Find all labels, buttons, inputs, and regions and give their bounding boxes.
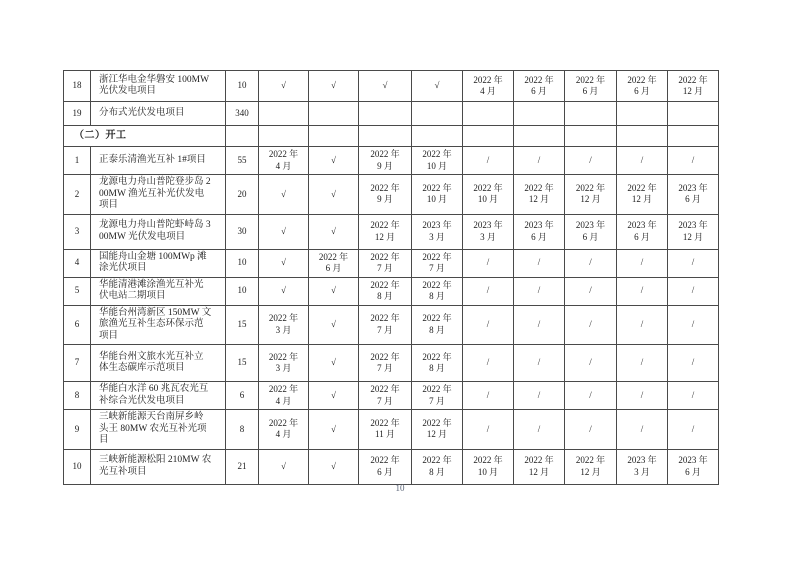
date-cell: 2022 年 12 月 [412, 410, 463, 450]
project-name-cell: 华能清港滩涂渔光互补光伏电站二期项目 [91, 277, 226, 305]
date-cell: 2022 年 12 月 [565, 449, 617, 484]
na-cell: / [463, 277, 514, 305]
date-cell: 2023 年 6 月 [514, 214, 565, 249]
date-cell: 2022 年 11 月 [359, 410, 412, 450]
date-cell: 2022 年 12 月 [359, 214, 412, 249]
na-cell: / [617, 410, 668, 450]
table-row [64, 345, 719, 382]
date-cell: 2023 年 3 月 [412, 214, 463, 249]
na-cell: / [668, 345, 719, 382]
na-cell: / [565, 410, 617, 450]
project-name-cell: 华能白水洋 60 兆瓦农光互补综合光伏发电项目 [91, 382, 226, 410]
section-row [64, 126, 719, 147]
project-name-cell: 浙江华电金华磐安 100MW 光伏发电项目 [91, 71, 226, 102]
capacity-cell: 340 [226, 102, 259, 126]
na-cell: / [514, 305, 565, 345]
date-cell: 2022 年 4 月 [259, 147, 309, 175]
capacity-cell: 8 [226, 410, 259, 450]
na-cell: / [463, 382, 514, 410]
check-cell: √ [309, 410, 359, 450]
date-cell: 2023 年 12 月 [668, 214, 719, 249]
na-cell: / [514, 410, 565, 450]
date-cell: 2023 年 3 月 [463, 214, 514, 249]
project-name-cell: 龙源电力舟山普陀虾峙岛 300MW 光伏发电项目 [91, 214, 226, 249]
row-number-cell: 19 [64, 102, 91, 126]
row-number-cell: 5 [64, 277, 91, 305]
na-cell: / [617, 305, 668, 345]
capacity-cell: 15 [226, 305, 259, 345]
page-number: 10 [395, 483, 405, 493]
check-cell: √ [309, 382, 359, 410]
date-cell: 2023 年 6 月 [668, 175, 719, 215]
na-cell: / [514, 249, 565, 277]
table-row [64, 277, 719, 305]
na-cell: / [617, 249, 668, 277]
project-name-cell: 正泰乐清渔光互补 1#项目 [91, 147, 226, 175]
na-cell: / [617, 382, 668, 410]
table-row [64, 449, 719, 484]
project-table [63, 70, 719, 485]
na-cell: / [565, 305, 617, 345]
empty-cell [668, 102, 719, 126]
date-cell: 2022 年 3 月 [259, 345, 309, 382]
date-cell: 2023 年 6 月 [565, 214, 617, 249]
date-cell: 2022 年 8 月 [412, 345, 463, 382]
row-number-cell: 1 [64, 147, 91, 175]
empty-cell [259, 102, 309, 126]
project-name-cell: 三峡新能源松阳 210MW 农光互补项目 [91, 449, 226, 484]
empty-cell [412, 126, 463, 147]
check-cell: √ [309, 214, 359, 249]
date-cell: 2022 年 12 月 [668, 71, 719, 102]
date-cell: 2022 年 7 月 [412, 249, 463, 277]
empty-cell [226, 126, 259, 147]
empty-cell [259, 126, 309, 147]
check-cell: √ [309, 345, 359, 382]
na-cell: / [463, 410, 514, 450]
table-row [64, 410, 719, 450]
date-cell: 2023 年 6 月 [617, 214, 668, 249]
na-cell: / [565, 382, 617, 410]
capacity-cell: 55 [226, 147, 259, 175]
na-cell: / [514, 382, 565, 410]
capacity-cell: 6 [226, 382, 259, 410]
empty-cell [668, 126, 719, 147]
na-cell: / [565, 277, 617, 305]
date-cell: 2022 年 7 月 [359, 345, 412, 382]
date-cell: 2022 年 7 月 [359, 249, 412, 277]
date-cell: 2022 年 9 月 [359, 147, 412, 175]
project-name-cell: 华能台州湾新区 150MW 文旅渔光互补生态环保示范项目 [91, 305, 226, 345]
na-cell: / [565, 345, 617, 382]
empty-cell [617, 126, 668, 147]
check-cell: √ [309, 71, 359, 102]
capacity-cell: 10 [226, 277, 259, 305]
na-cell: / [565, 147, 617, 175]
row-number-cell: 3 [64, 214, 91, 249]
date-cell: 2022 年 10 月 [412, 147, 463, 175]
date-cell: 2022 年 10 月 [463, 449, 514, 484]
capacity-cell: 10 [226, 249, 259, 277]
empty-cell [565, 102, 617, 126]
date-cell: 2022 年 4 月 [259, 382, 309, 410]
check-cell: √ [309, 305, 359, 345]
na-cell: / [668, 410, 719, 450]
project-name-cell: 华能台州文旅水光互补立体生态碳库示范项目 [91, 345, 226, 382]
date-cell: 2022 年 8 月 [412, 277, 463, 305]
capacity-cell: 15 [226, 345, 259, 382]
na-cell: / [668, 249, 719, 277]
na-cell: / [514, 345, 565, 382]
date-cell: 2022 年 6 月 [617, 71, 668, 102]
empty-cell [565, 126, 617, 147]
row-number-cell: 4 [64, 249, 91, 277]
date-cell: 2022 年 10 月 [412, 175, 463, 215]
date-cell: 2022 年 8 月 [412, 449, 463, 484]
capacity-cell: 10 [226, 71, 259, 102]
section-header: （二）开工 [64, 126, 226, 147]
check-cell: √ [309, 449, 359, 484]
date-cell: 2022 年 7 月 [412, 382, 463, 410]
project-name-cell: 三峡新能源天台南屏乡岭头王 80MW 农光互补光项目 [91, 410, 226, 450]
na-cell: / [514, 147, 565, 175]
table-row [64, 382, 719, 410]
check-cell: √ [412, 71, 463, 102]
date-cell: 2022 年 3 月 [259, 305, 309, 345]
na-cell: / [463, 147, 514, 175]
date-cell: 2022 年 12 月 [514, 449, 565, 484]
date-cell: 2022 年 8 月 [359, 277, 412, 305]
project-name-cell: 龙源电力舟山普陀登步岛 200MW 渔光互补光伏发电项目 [91, 175, 226, 215]
date-cell: 2023 年 6 月 [668, 449, 719, 484]
date-cell: 2022 年 7 月 [359, 382, 412, 410]
check-cell: √ [359, 71, 412, 102]
date-cell: 2022 年 6 月 [309, 249, 359, 277]
check-cell: √ [259, 214, 309, 249]
row-number-cell: 6 [64, 305, 91, 345]
date-cell: 2022 年 8 月 [412, 305, 463, 345]
empty-cell [463, 102, 514, 126]
na-cell: / [463, 305, 514, 345]
date-cell: 2022 年 12 月 [617, 175, 668, 215]
empty-cell [309, 126, 359, 147]
project-name-cell: 分布式光伏发电项目 [91, 102, 226, 126]
row-number-cell: 18 [64, 71, 91, 102]
table-row [64, 147, 719, 175]
table-row [64, 175, 719, 215]
date-cell: 2022 年 12 月 [565, 175, 617, 215]
row-number-cell: 9 [64, 410, 91, 450]
date-cell: 2022 年 7 月 [359, 305, 412, 345]
check-cell: √ [309, 277, 359, 305]
na-cell: / [514, 277, 565, 305]
na-cell: / [565, 249, 617, 277]
na-cell: / [463, 249, 514, 277]
na-cell: / [668, 305, 719, 345]
empty-cell [514, 102, 565, 126]
check-cell: √ [259, 277, 309, 305]
na-cell: / [668, 147, 719, 175]
empty-cell [617, 102, 668, 126]
row-number-cell: 2 [64, 175, 91, 215]
capacity-cell: 21 [226, 449, 259, 484]
date-cell: 2023 年 3 月 [617, 449, 668, 484]
na-cell: / [668, 382, 719, 410]
check-cell: √ [259, 249, 309, 277]
row-number-cell: 7 [64, 345, 91, 382]
empty-cell [309, 102, 359, 126]
table-row [64, 249, 719, 277]
capacity-cell: 20 [226, 175, 259, 215]
date-cell: 2022 年 6 月 [565, 71, 617, 102]
project-table-body [64, 71, 719, 485]
date-cell: 2022 年 9 月 [359, 175, 412, 215]
table-row [64, 102, 719, 126]
check-cell: √ [259, 175, 309, 215]
date-cell: 2022 年 4 月 [259, 410, 309, 450]
empty-cell [359, 102, 412, 126]
check-cell: √ [309, 175, 359, 215]
empty-cell [412, 102, 463, 126]
empty-cell [359, 126, 412, 147]
row-number-cell: 8 [64, 382, 91, 410]
table-row [64, 71, 719, 102]
empty-cell [514, 126, 565, 147]
na-cell: / [463, 345, 514, 382]
date-cell: 2022 年 10 月 [463, 175, 514, 215]
date-cell: 2022 年 12 月 [514, 175, 565, 215]
na-cell: / [617, 277, 668, 305]
table-row [64, 305, 719, 345]
na-cell: / [617, 147, 668, 175]
date-cell: 2022 年 6 月 [359, 449, 412, 484]
empty-cell [463, 126, 514, 147]
table-row [64, 214, 719, 249]
na-cell: / [617, 345, 668, 382]
row-number-cell: 10 [64, 449, 91, 484]
check-cell: √ [309, 147, 359, 175]
na-cell: / [668, 277, 719, 305]
capacity-cell: 30 [226, 214, 259, 249]
check-cell: √ [259, 71, 309, 102]
date-cell: 2022 年 4 月 [463, 71, 514, 102]
date-cell: 2022 年 6 月 [514, 71, 565, 102]
project-name-cell: 国能舟山金塘 100MWp 滩涂光伏项目 [91, 249, 226, 277]
check-cell: √ [259, 449, 309, 484]
